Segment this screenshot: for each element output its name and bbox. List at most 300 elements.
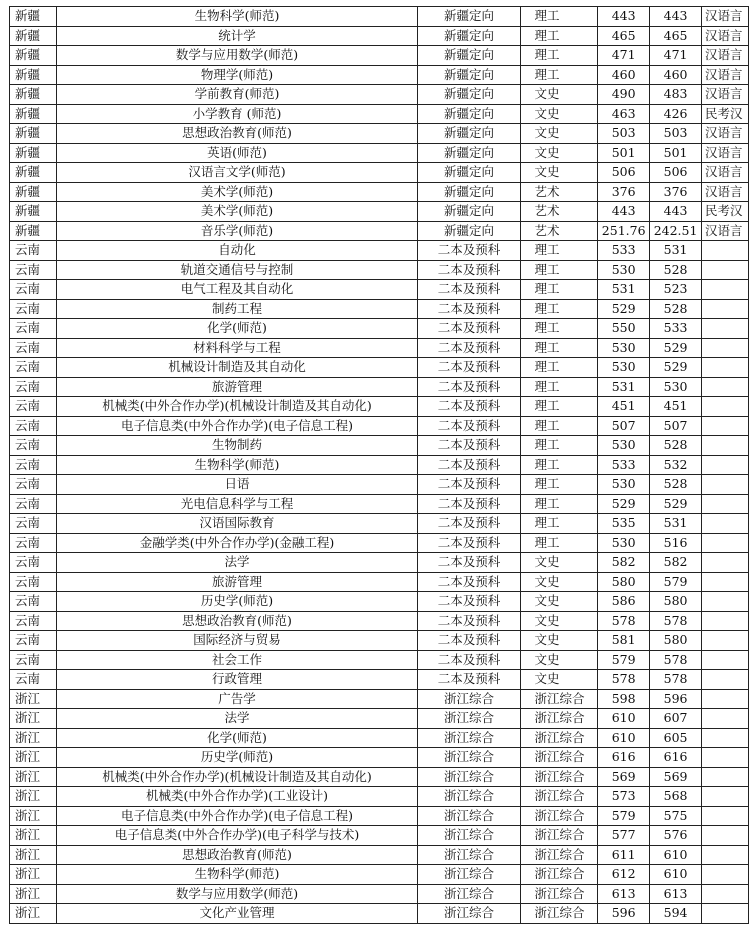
category-cell: 浙江综合	[520, 709, 598, 729]
major-cell: 自动化	[56, 241, 418, 261]
note-cell	[702, 787, 749, 807]
category-cell: 理工	[520, 65, 598, 85]
min-score-cell: 471	[650, 46, 702, 66]
min-score-cell: 596	[650, 689, 702, 709]
major-cell: 电子信息类(中外合作办学)(电子科学与技术)	[56, 826, 418, 846]
province-cell: 浙江	[10, 767, 57, 787]
note-cell: 民考汉	[702, 202, 749, 222]
category-cell: 理工	[520, 26, 598, 46]
batch-cell: 二本及预科	[418, 670, 520, 690]
max-score-cell: 507	[598, 416, 650, 436]
min-score-cell: 523	[650, 280, 702, 300]
major-cell: 法学	[56, 709, 418, 729]
category-cell: 理工	[520, 494, 598, 514]
max-score-cell: 530	[598, 338, 650, 358]
max-score-cell: 612	[598, 865, 650, 885]
province-cell: 云南	[10, 260, 57, 280]
max-score-cell: 460	[598, 65, 650, 85]
province-cell: 新疆	[10, 65, 57, 85]
batch-cell: 二本及预科	[418, 592, 520, 612]
batch-cell: 浙江综合	[418, 826, 520, 846]
province-cell: 云南	[10, 611, 57, 631]
note-cell: 汉语言	[702, 46, 749, 66]
max-score-cell: 582	[598, 553, 650, 573]
major-cell: 统计学	[56, 26, 418, 46]
province-cell: 云南	[10, 299, 57, 319]
batch-cell: 二本及预科	[418, 494, 520, 514]
batch-cell: 新疆定向	[418, 65, 520, 85]
batch-cell: 二本及预科	[418, 436, 520, 456]
major-cell: 美术学(师范)	[56, 182, 418, 202]
batch-cell: 新疆定向	[418, 7, 520, 27]
category-cell: 文史	[520, 631, 598, 651]
max-score-cell: 376	[598, 182, 650, 202]
major-cell: 文化产业管理	[56, 904, 418, 924]
table-row	[10, 85, 749, 105]
min-score-cell: 528	[650, 299, 702, 319]
min-score-cell: 607	[650, 709, 702, 729]
max-score-cell: 465	[598, 26, 650, 46]
max-score-cell: 531	[598, 377, 650, 397]
major-cell: 思想政治教育(师范)	[56, 124, 418, 144]
province-cell: 云南	[10, 650, 57, 670]
category-cell: 文史	[520, 143, 598, 163]
note-cell	[702, 689, 749, 709]
min-score-cell: 530	[650, 377, 702, 397]
province-cell: 云南	[10, 514, 57, 534]
table-row	[10, 709, 749, 729]
note-cell	[702, 260, 749, 280]
province-cell: 云南	[10, 416, 57, 436]
province-cell: 云南	[10, 494, 57, 514]
category-cell: 理工	[520, 475, 598, 495]
category-cell: 理工	[520, 358, 598, 378]
major-cell: 国际经济与贸易	[56, 631, 418, 651]
category-cell: 理工	[520, 377, 598, 397]
min-score-cell: 460	[650, 65, 702, 85]
table-row	[10, 397, 749, 417]
major-cell: 电气工程及其自动化	[56, 280, 418, 300]
major-cell: 小学教育 (师范)	[56, 104, 418, 124]
table-row	[10, 826, 749, 846]
province-cell: 云南	[10, 592, 57, 612]
note-cell: 汉语言	[702, 182, 749, 202]
min-score-cell: 529	[650, 494, 702, 514]
major-cell: 历史学(师范)	[56, 748, 418, 768]
note-cell	[702, 358, 749, 378]
min-score-cell: 465	[650, 26, 702, 46]
province-cell: 新疆	[10, 26, 57, 46]
province-cell: 新疆	[10, 143, 57, 163]
note-cell	[702, 748, 749, 768]
min-score-cell: 528	[650, 436, 702, 456]
table-row	[10, 436, 749, 456]
major-cell: 法学	[56, 553, 418, 573]
min-score-cell: 506	[650, 163, 702, 183]
min-score-cell: 528	[650, 475, 702, 495]
batch-cell: 新疆定向	[418, 221, 520, 241]
category-cell: 浙江综合	[520, 748, 598, 768]
max-score-cell: 550	[598, 319, 650, 339]
min-score-cell: 613	[650, 884, 702, 904]
category-cell: 文史	[520, 553, 598, 573]
min-score-cell: 605	[650, 728, 702, 748]
category-cell: 浙江综合	[520, 865, 598, 885]
batch-cell: 二本及预科	[418, 475, 520, 495]
min-score-cell: 516	[650, 533, 702, 553]
max-score-cell: 579	[598, 650, 650, 670]
batch-cell: 浙江综合	[418, 689, 520, 709]
max-score-cell: 616	[598, 748, 650, 768]
batch-cell: 二本及预科	[418, 611, 520, 631]
province-cell: 云南	[10, 358, 57, 378]
table-row	[10, 631, 749, 651]
category-cell: 理工	[520, 455, 598, 475]
table-row	[10, 377, 749, 397]
max-score-cell: 610	[598, 728, 650, 748]
province-cell: 浙江	[10, 748, 57, 768]
major-cell: 光电信息科学与工程	[56, 494, 418, 514]
note-cell	[702, 650, 749, 670]
table-row	[10, 572, 749, 592]
note-cell	[702, 436, 749, 456]
category-cell: 浙江综合	[520, 806, 598, 826]
note-cell: 汉语言	[702, 26, 749, 46]
major-cell: 轨道交通信号与控制	[56, 260, 418, 280]
min-score-cell: 531	[650, 514, 702, 534]
note-cell	[702, 553, 749, 573]
province-cell: 云南	[10, 338, 57, 358]
province-cell: 新疆	[10, 124, 57, 144]
min-score-cell: 451	[650, 397, 702, 417]
province-cell: 云南	[10, 572, 57, 592]
province-cell: 新疆	[10, 104, 57, 124]
table-row	[10, 592, 749, 612]
batch-cell: 二本及预科	[418, 299, 520, 319]
table-row	[10, 182, 749, 202]
min-score-cell: 579	[650, 572, 702, 592]
category-cell: 理工	[520, 319, 598, 339]
note-cell: 汉语言	[702, 7, 749, 27]
max-score-cell: 586	[598, 592, 650, 612]
category-cell: 文史	[520, 611, 598, 631]
table-row	[10, 787, 749, 807]
major-cell: 汉语言文学(师范)	[56, 163, 418, 183]
major-cell: 电子信息类(中外合作办学)(电子信息工程)	[56, 416, 418, 436]
table-row	[10, 533, 749, 553]
major-cell: 思想政治教育(师范)	[56, 611, 418, 631]
province-cell: 云南	[10, 377, 57, 397]
major-cell: 电子信息类(中外合作办学)(电子信息工程)	[56, 806, 418, 826]
major-cell: 美术学(师范)	[56, 202, 418, 222]
max-score-cell: 610	[598, 709, 650, 729]
province-cell: 浙江	[10, 884, 57, 904]
max-score-cell: 443	[598, 7, 650, 27]
major-cell: 数学与应用数学(师范)	[56, 884, 418, 904]
min-score-cell: 529	[650, 358, 702, 378]
note-cell	[702, 416, 749, 436]
min-score-cell: 528	[650, 260, 702, 280]
table-row	[10, 806, 749, 826]
table-row	[10, 845, 749, 865]
province-cell: 浙江	[10, 787, 57, 807]
note-cell: 民考汉	[702, 104, 749, 124]
max-score-cell: 530	[598, 358, 650, 378]
min-score-cell: 578	[650, 650, 702, 670]
category-cell: 浙江综合	[520, 845, 598, 865]
province-cell: 浙江	[10, 689, 57, 709]
max-score-cell: 580	[598, 572, 650, 592]
max-score-cell: 569	[598, 767, 650, 787]
note-cell	[702, 845, 749, 865]
max-score-cell: 598	[598, 689, 650, 709]
table-row	[10, 553, 749, 573]
category-cell: 浙江综合	[520, 787, 598, 807]
province-cell: 云南	[10, 631, 57, 651]
max-score-cell: 471	[598, 46, 650, 66]
province-cell: 云南	[10, 397, 57, 417]
min-score-cell: 610	[650, 865, 702, 885]
min-score-cell: 578	[650, 670, 702, 690]
batch-cell: 二本及预科	[418, 631, 520, 651]
table-row	[10, 358, 749, 378]
category-cell: 理工	[520, 397, 598, 417]
table-row	[10, 475, 749, 495]
table-row	[10, 319, 749, 339]
table-row	[10, 904, 749, 924]
note-cell	[702, 338, 749, 358]
note-cell	[702, 592, 749, 612]
max-score-cell: 533	[598, 241, 650, 261]
max-score-cell: 530	[598, 475, 650, 495]
province-cell: 浙江	[10, 826, 57, 846]
batch-cell: 二本及预科	[418, 553, 520, 573]
batch-cell: 浙江综合	[418, 806, 520, 826]
category-cell: 理工	[520, 533, 598, 553]
max-score-cell: 463	[598, 104, 650, 124]
min-score-cell: 443	[650, 7, 702, 27]
major-cell: 金融学类(中外合作办学)(金融工程)	[56, 533, 418, 553]
table-row	[10, 26, 749, 46]
max-score-cell: 611	[598, 845, 650, 865]
min-score-cell: 580	[650, 631, 702, 651]
category-cell: 理工	[520, 299, 598, 319]
batch-cell: 新疆定向	[418, 104, 520, 124]
note-cell	[702, 904, 749, 924]
category-cell: 理工	[520, 436, 598, 456]
province-cell: 浙江	[10, 709, 57, 729]
min-score-cell: 580	[650, 592, 702, 612]
batch-cell: 二本及预科	[418, 358, 520, 378]
min-score-cell: 582	[650, 553, 702, 573]
batch-cell: 浙江综合	[418, 845, 520, 865]
batch-cell: 二本及预科	[418, 319, 520, 339]
min-score-cell: 443	[650, 202, 702, 222]
major-cell: 制药工程	[56, 299, 418, 319]
note-cell	[702, 533, 749, 553]
category-cell: 浙江综合	[520, 826, 598, 846]
category-cell: 文史	[520, 670, 598, 690]
batch-cell: 二本及预科	[418, 377, 520, 397]
table-row	[10, 202, 749, 222]
min-score-cell: 575	[650, 806, 702, 826]
note-cell	[702, 572, 749, 592]
batch-cell: 浙江综合	[418, 728, 520, 748]
min-score-cell: 533	[650, 319, 702, 339]
table-row	[10, 280, 749, 300]
province-cell: 云南	[10, 475, 57, 495]
category-cell: 文史	[520, 592, 598, 612]
table-row	[10, 104, 749, 124]
province-cell: 云南	[10, 533, 57, 553]
batch-cell: 新疆定向	[418, 202, 520, 222]
min-score-cell: 532	[650, 455, 702, 475]
min-score-cell: 531	[650, 241, 702, 261]
note-cell	[702, 826, 749, 846]
category-cell: 艺术	[520, 202, 598, 222]
major-cell: 英语(师范)	[56, 143, 418, 163]
max-score-cell: 530	[598, 260, 650, 280]
table-row	[10, 650, 749, 670]
batch-cell: 二本及预科	[418, 572, 520, 592]
major-cell: 行政管理	[56, 670, 418, 690]
category-cell: 理工	[520, 241, 598, 261]
max-score-cell: 503	[598, 124, 650, 144]
batch-cell: 新疆定向	[418, 143, 520, 163]
major-cell: 机械类(中外合作办学)(机械设计制造及其自动化)	[56, 397, 418, 417]
batch-cell: 二本及预科	[418, 338, 520, 358]
category-cell: 文史	[520, 650, 598, 670]
note-cell	[702, 611, 749, 631]
table-row	[10, 728, 749, 748]
province-cell: 新疆	[10, 46, 57, 66]
note-cell	[702, 884, 749, 904]
batch-cell: 浙江综合	[418, 884, 520, 904]
note-cell: 汉语言	[702, 65, 749, 85]
note-cell	[702, 806, 749, 826]
note-cell	[702, 241, 749, 261]
province-cell: 新疆	[10, 202, 57, 222]
max-score-cell: 573	[598, 787, 650, 807]
note-cell: 汉语言	[702, 143, 749, 163]
max-score-cell: 581	[598, 631, 650, 651]
batch-cell: 浙江综合	[418, 904, 520, 924]
batch-cell: 浙江综合	[418, 787, 520, 807]
major-cell: 物理学(师范)	[56, 65, 418, 85]
province-cell: 新疆	[10, 221, 57, 241]
major-cell: 旅游管理	[56, 377, 418, 397]
category-cell: 理工	[520, 280, 598, 300]
province-cell: 新疆	[10, 7, 57, 27]
min-score-cell: 594	[650, 904, 702, 924]
note-cell	[702, 767, 749, 787]
table-row	[10, 416, 749, 436]
min-score-cell: 507	[650, 416, 702, 436]
category-cell: 文史	[520, 572, 598, 592]
max-score-cell: 596	[598, 904, 650, 924]
note-cell	[702, 709, 749, 729]
province-cell: 新疆	[10, 85, 57, 105]
major-cell: 汉语国际教育	[56, 514, 418, 534]
major-cell: 学前教育(师范)	[56, 85, 418, 105]
note-cell	[702, 377, 749, 397]
max-score-cell: 529	[598, 299, 650, 319]
province-cell: 新疆	[10, 182, 57, 202]
note-cell: 汉语言	[702, 85, 749, 105]
batch-cell: 二本及预科	[418, 397, 520, 417]
note-cell	[702, 728, 749, 748]
category-cell: 浙江综合	[520, 689, 598, 709]
min-score-cell: 610	[650, 845, 702, 865]
batch-cell: 浙江综合	[418, 748, 520, 768]
province-cell: 云南	[10, 280, 57, 300]
note-cell	[702, 494, 749, 514]
note-cell: 汉语言	[702, 221, 749, 241]
min-score-cell: 576	[650, 826, 702, 846]
category-cell: 理工	[520, 514, 598, 534]
batch-cell: 新疆定向	[418, 26, 520, 46]
province-cell: 浙江	[10, 806, 57, 826]
max-score-cell: 613	[598, 884, 650, 904]
category-cell: 浙江综合	[520, 884, 598, 904]
max-score-cell: 490	[598, 85, 650, 105]
table-row	[10, 143, 749, 163]
note-cell	[702, 475, 749, 495]
batch-cell: 新疆定向	[418, 163, 520, 183]
min-score-cell: 426	[650, 104, 702, 124]
major-cell: 数学与应用数学(师范)	[56, 46, 418, 66]
max-score-cell: 506	[598, 163, 650, 183]
category-cell: 文史	[520, 124, 598, 144]
major-cell: 生物制药	[56, 436, 418, 456]
table-row	[10, 338, 749, 358]
max-score-cell: 533	[598, 455, 650, 475]
batch-cell: 浙江综合	[418, 709, 520, 729]
max-score-cell: 501	[598, 143, 650, 163]
note-cell	[702, 397, 749, 417]
province-cell: 浙江	[10, 904, 57, 924]
note-cell: 汉语言	[702, 163, 749, 183]
major-cell: 生物科学(师范)	[56, 865, 418, 885]
note-cell	[702, 514, 749, 534]
major-cell: 日语	[56, 475, 418, 495]
note-cell	[702, 319, 749, 339]
batch-cell: 浙江综合	[418, 865, 520, 885]
batch-cell: 二本及预科	[418, 241, 520, 261]
province-cell: 云南	[10, 670, 57, 690]
table-row	[10, 884, 749, 904]
province-cell: 浙江	[10, 845, 57, 865]
batch-cell: 二本及预科	[418, 280, 520, 300]
major-cell: 化学(师范)	[56, 728, 418, 748]
major-cell: 化学(师范)	[56, 319, 418, 339]
table-row	[10, 514, 749, 534]
table-row	[10, 865, 749, 885]
batch-cell: 二本及预科	[418, 260, 520, 280]
max-score-cell: 443	[598, 202, 650, 222]
category-cell: 理工	[520, 260, 598, 280]
table-row	[10, 494, 749, 514]
batch-cell: 新疆定向	[418, 46, 520, 66]
max-score-cell: 535	[598, 514, 650, 534]
major-cell: 机械设计制造及其自动化	[56, 358, 418, 378]
province-cell: 浙江	[10, 728, 57, 748]
table-body	[10, 7, 749, 924]
category-cell: 浙江综合	[520, 904, 598, 924]
table-row	[10, 241, 749, 261]
max-score-cell: 531	[598, 280, 650, 300]
province-cell: 云南	[10, 553, 57, 573]
